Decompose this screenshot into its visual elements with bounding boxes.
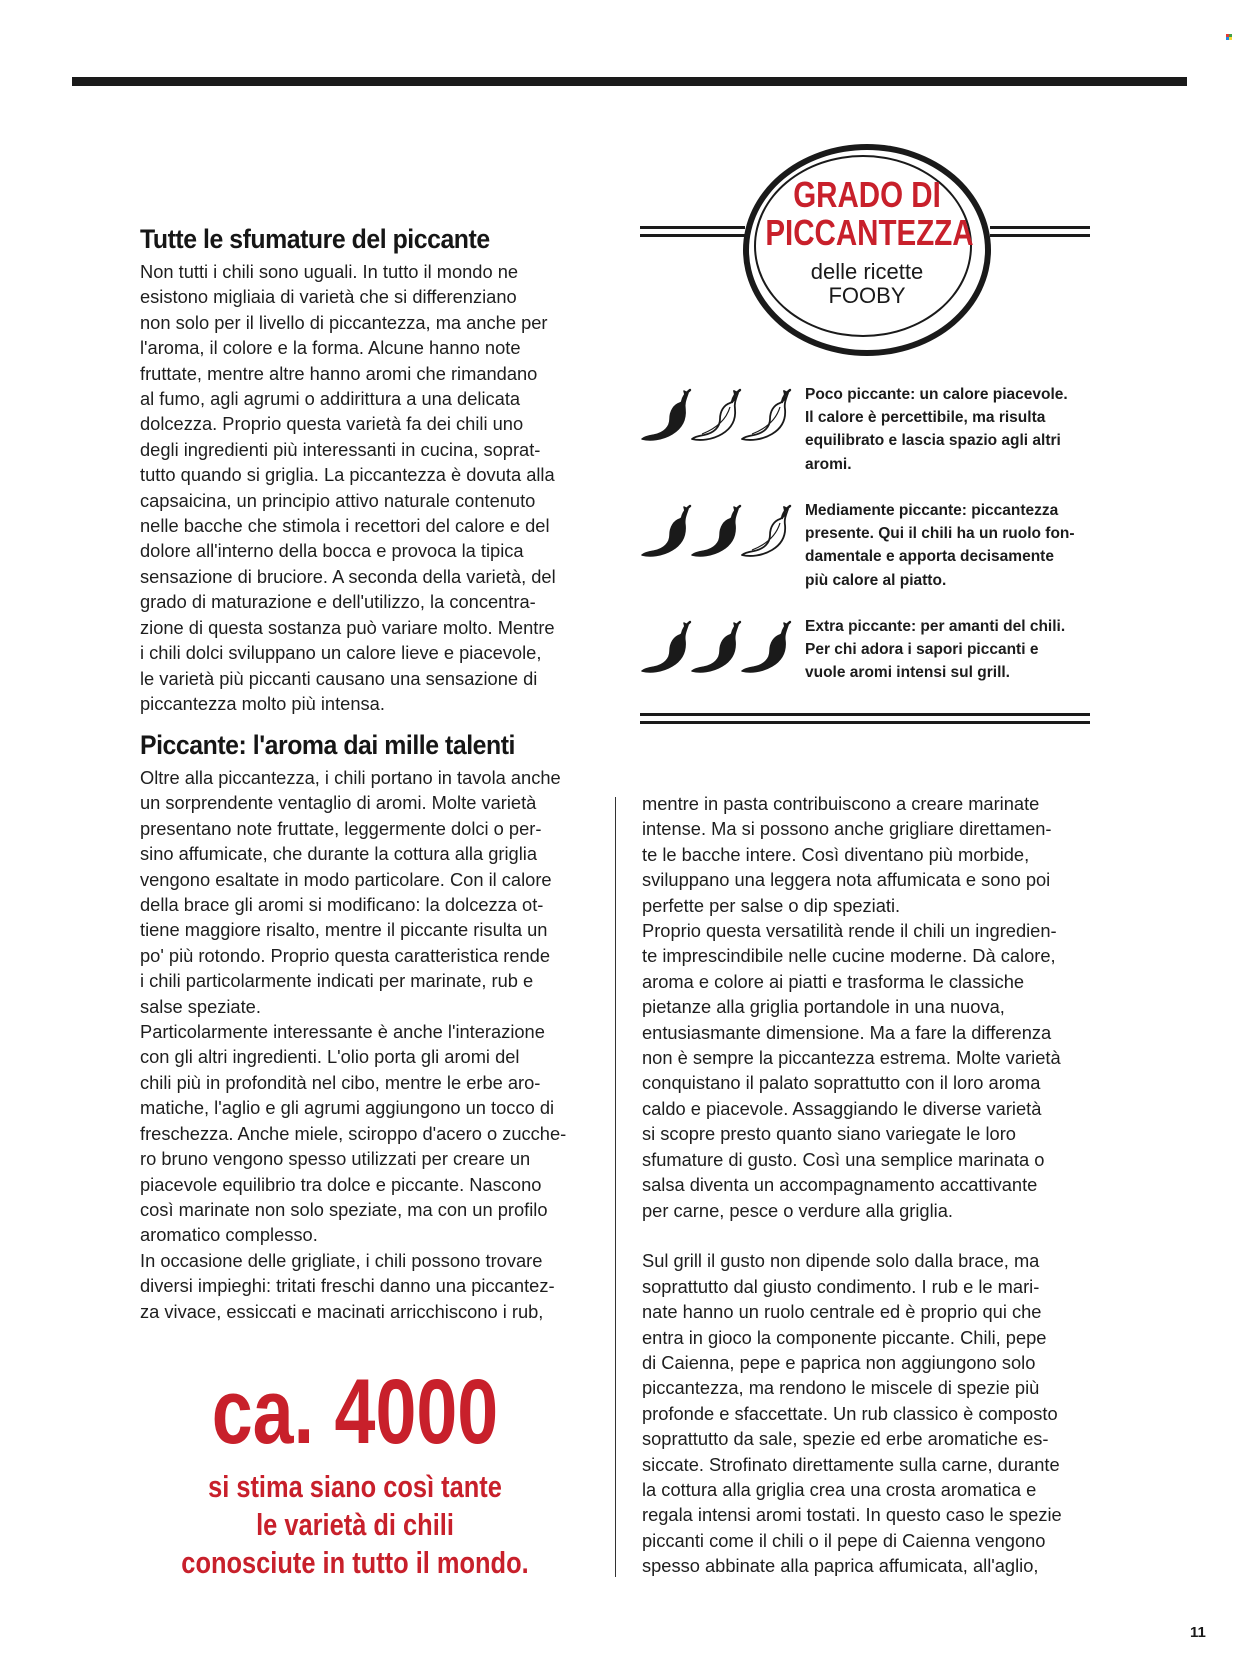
text-line: dolcezza. Proprio questa varietà fa dei chili uno [140,413,524,435]
text-line: spesso abbinate alla paprica affumicata, all'aglio, [642,1555,1039,1577]
text-line: fruttate, mentre altre hanno aromi che rimandano [140,362,538,384]
callout-number: ca. 4000 [211,1361,499,1463]
text-line: per carne, pesce o verdure alla griglia. [642,1199,953,1221]
text-line: la cottura alla griglia crea una crosta aromatica e [642,1478,1037,1500]
text-line: vengono esaltate in modo particolare. Con il calore [140,868,552,890]
chili-rating-3 [640,619,792,679]
text-line: sino affumicate, che durante la cottura alla griglia [140,843,538,865]
text-line: sfumature di gusto. Così una semplice marinata o [642,1148,1045,1170]
text-line: tutto quando si griglia. La piccantezza è dovuta alla [140,464,555,486]
heat-scale-badge [743,144,991,356]
text-line: ro bruno vengono spesso utilizzati per creare un [140,1148,531,1170]
text-line: Il calore è percettibile, ma risulta [805,409,1046,427]
chili-filled-icon [640,619,692,675]
chili-outline-icon [740,503,792,559]
chili-rating-2 [640,503,792,563]
text-line: degli ingredienti più interessanti in cucina, soprat- [140,438,541,460]
right-column-body [642,791,1112,1579]
text-line: aroma e colore ai piatti e trasforma le classiche [642,970,1025,992]
badge-rule-right [990,234,1090,237]
text-line: piccanti come il chili o il pepe di Caienna vengono [642,1529,1046,1551]
text-line: presente. Qui il chili ha un ruolo fon- [805,525,1075,543]
badge-rule-left [640,234,745,237]
text-line: Non tutti i chili sono uguali. In tutto il mondo ne [140,261,519,282]
heat-level-description-medium [805,499,1105,592]
text-line: i chili particolarmente indicati per marinate, rub e [140,970,534,992]
text-line: equilibrato e lascia spazio agli altri [805,432,1061,450]
text-line: mentre in pasta contribuiscono a creare marinate [642,793,1040,814]
text-line: chili più in profondità nel cibo, mentre le erbe aro- [140,1071,541,1093]
text-line: piacevole equilibrio tra dolce e piccante. Nascono [140,1173,542,1195]
text-line: le varietà più piccanti causano una sensazione di [140,667,538,689]
text-line: più calore al piatto. [805,571,947,589]
text-line: non è sempre la piccantezza estrema. Molte varietà [642,1047,1061,1069]
text-line: piccantezza molto più intensa. [140,692,385,714]
text-line: matiche, l'aglio e gli agrumi aggiungono un tocco di [140,1097,555,1119]
text-line: conquistano il palato soprattutto con il loro aroma [642,1072,1041,1094]
text-line: tiene maggiore risalto, mentre il piccante risulta un [140,919,548,941]
chili-filled-icon [690,619,742,675]
section-heading-aroma: Piccante: l'aroma dai mille talenti [140,730,515,760]
text-line: così marinate non solo speziate, ma con un profilo [140,1198,548,1220]
text-line: sensazione di bruciore. A seconda della varietà, del [140,565,556,587]
text-line: salse speziate. [140,995,261,1017]
text-line [642,1223,1112,1248]
chili-filled-icon [690,503,742,559]
callout-caption-line3: conosciute in tutto il mondo. [181,1545,529,1580]
text-line: l'aroma, il colore e la forma. Alcune hanno note [140,337,521,359]
heat-level-description-extra [805,615,1105,685]
text-line: presentano note fruttate, leggermente dolci o per- [140,817,542,839]
text-line: sviluppano una leggera nota affumicata e sono poi [642,869,1051,891]
callout-caption-line1: si stima siano così tante [208,1469,502,1504]
text-line: piccantezza, ma rendono le miscele di spezie più [642,1377,1040,1399]
text-line: po' più rotondo. Proprio questa caratteristica rende [140,944,550,966]
chili-outline-icon [740,387,792,443]
text-line: freschezza. Anche miele, sciroppo d'acero o zucche- [140,1122,567,1144]
text-line: za vivace, essiccati e macinati arricchiscono i rub, [140,1300,544,1322]
text-line: te le bacche intere. Così diventano più morbide, [642,843,1030,865]
text-line: pietanze alla griglia portandole in una nuova, [642,996,1005,1018]
text-line: della brace gli aromi si modificano: la dolcezza ot- [140,894,544,916]
section-heading-sfumature: Tutte le sfumature del piccante [140,224,490,254]
text-line: aromi. [805,455,852,473]
text-line: intense. Ma si possono anche grigliare direttamen- [642,818,1052,840]
text-line: con gli altri ingredienti. L'olio porta gli aromi del [140,1046,520,1068]
text-line: soprattutto dal giusto condimento. I rub e le mari- [642,1275,1040,1297]
text-line: grado di maturazione e dell'utilizzo, la concentra- [140,591,536,613]
heat-level-description-mild [805,383,1105,476]
text-line: vuole aromi intensi sul grill. [805,664,1010,682]
text-line: Per chi adora i sapori piccanti e [805,641,1039,659]
text-line: caldo e piacevole. Assaggiando le diverse varietà [642,1097,1042,1119]
column-divider [615,797,616,1577]
text-line: Oltre alla piccantezza, i chili portano in tavola anche [140,767,561,788]
text-line: diversi impieghi: tritati freschi danno una piccantez- [140,1275,555,1297]
text-line: nelle bacche che stimola i recettori del calore e del [140,515,550,537]
badge-title-line2: PICCANTEZZA [765,212,974,253]
legend-bottom-rule [640,721,1090,724]
chili-rating-1 [640,387,792,447]
text-line: siccate. Strofinato direttamente sulla carne, durante [642,1453,1060,1475]
text-line: nate hanno un ruolo centrale ed è proprio qui che [642,1301,1042,1323]
legend-bottom-rule [640,713,1090,716]
top-rule [72,77,1187,86]
text-line: si scopre presto quanto siano variegate le loro [642,1123,1016,1145]
chili-filled-icon [640,387,692,443]
badge-subtitle-line2: FOOBY [828,283,906,308]
text-line: damentale e apporta decisamente [805,548,1054,566]
text-line: Poco piccante: un calore piacevole. [805,386,1068,403]
chili-outline-icon [690,387,742,443]
text-line: profonde e sfaccettate. Un rub classico è composto [642,1402,1058,1424]
text-line: zione di questa sostanza può variare molto. Mentre [140,616,555,638]
color-registration-mark [1226,34,1232,40]
chili-filled-icon [640,503,692,559]
badge-rule-left [640,226,745,229]
text-line: Extra piccante: per amanti del chili. [805,618,1066,635]
text-line: non solo per il livello di piccantezza, ma anche per [140,311,548,333]
chili-filled-icon [740,619,792,675]
text-line: Particolarmente interessante è anche l'interazione [140,1021,545,1043]
badge-title-line1: GRADO DI [793,174,941,215]
text-line: esistono migliaia di varietà che si differenziano [140,286,517,308]
text-line: te imprescindibile nelle cucine moderne. Dà calore, [642,945,1056,967]
text-line: di Caienna, pepe e paprica non aggiungono solo [642,1351,1036,1373]
section-body-aroma [140,765,605,1324]
page-number: 11 [1190,1624,1206,1641]
text-line: dolore all'interno della bocca e provoca la tipica [140,540,524,562]
text-line: entra in gioco la componente piccante. Chili, pepe [642,1326,1047,1348]
text-line: regala intensi aromi tostati. In questo caso le spezie [642,1504,1062,1526]
text-line: In occasione delle grigliate, i chili possono trovare [140,1249,543,1271]
text-line: i chili dolci sviluppano un calore lieve e piacevole, [140,642,542,664]
text-line: salsa diventa un accompagnamento accattivante [642,1174,1038,1196]
text-line: Sul grill il gusto non dipende solo dalla brace, ma [642,1250,1040,1272]
text-line: al fumo, agli agrumi o addirittura a una delicata [140,388,521,410]
badge-rule-right [990,226,1090,229]
text-line: un sorprendente ventaglio di aromi. Molte varietà [140,792,537,814]
text-line: Proprio questa versatilità rende il chili un ingredien- [642,920,1057,942]
text-line: perfette per salse o dip speziati. [642,894,901,916]
text-line: aromatico complesso. [140,1224,318,1246]
section-body-sfumature [140,259,605,716]
callout-caption-line2: le varietà di chili [256,1507,454,1542]
text-line: capsaicina, un principio attivo naturale contenuto [140,489,536,511]
text-line: entusiasmante dimensione. Ma a fare la differenza [642,1021,1052,1043]
text-line: Mediamente piccante: piccantezza [805,502,1059,519]
text-line: soprattutto da sale, spezie ed erbe aromatiche es- [642,1428,1049,1450]
badge-subtitle-line1: delle ricette [810,259,924,284]
